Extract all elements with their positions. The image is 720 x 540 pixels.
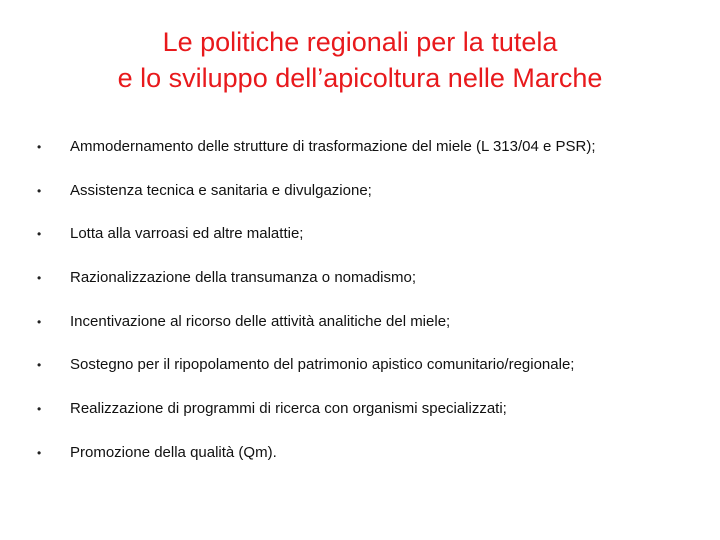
bullet-text: Lotta alla varroasi ed altre malattie; <box>70 225 304 243</box>
bullet-icon: • <box>37 227 42 242</box>
bullet-text: Sostegno per il ripopolamento del patrimonio apistico comunitario/regionale; <box>70 356 575 374</box>
bullet-icon: • <box>37 402 42 417</box>
list-item <box>37 395 697 439</box>
list-item <box>37 308 697 352</box>
list-item <box>37 264 697 308</box>
list-item <box>37 177 697 221</box>
title-line-2: e lo sviluppo dell’apicoltura nelle Marche <box>117 63 603 93</box>
list-item <box>37 351 697 395</box>
list-item <box>37 439 697 483</box>
slide-title <box>40 24 680 96</box>
bullet-list <box>37 133 697 483</box>
bullet-text: Promozione della qualità (Qm). <box>70 443 277 461</box>
bullet-text: Realizzazione di programmi di ricerca con organismi specializzati; <box>70 400 507 418</box>
bullet-text: Incentivazione al ricorso delle attività analitiche del miele; <box>70 312 451 330</box>
bullet-icon: • <box>37 358 42 373</box>
bullet-icon: • <box>37 140 42 154</box>
title-line-1: Le politiche regionali per la tutela <box>162 27 558 57</box>
bullet-icon: • <box>37 445 42 460</box>
bullet-icon: • <box>37 314 42 329</box>
bullet-icon: • <box>37 183 42 198</box>
bullet-text: Ammodernamento delle strutture di trasformazione del miele (L 313/04 e PSR); <box>70 138 596 155</box>
bullet-text: Razionalizzazione della transumanza o nomadismo; <box>70 269 417 287</box>
bullet-icon: • <box>37 271 42 286</box>
list-item <box>37 220 697 264</box>
list-item <box>37 133 697 177</box>
bullet-text: Assistenza tecnica e sanitaria e divulgazione; <box>70 181 372 199</box>
